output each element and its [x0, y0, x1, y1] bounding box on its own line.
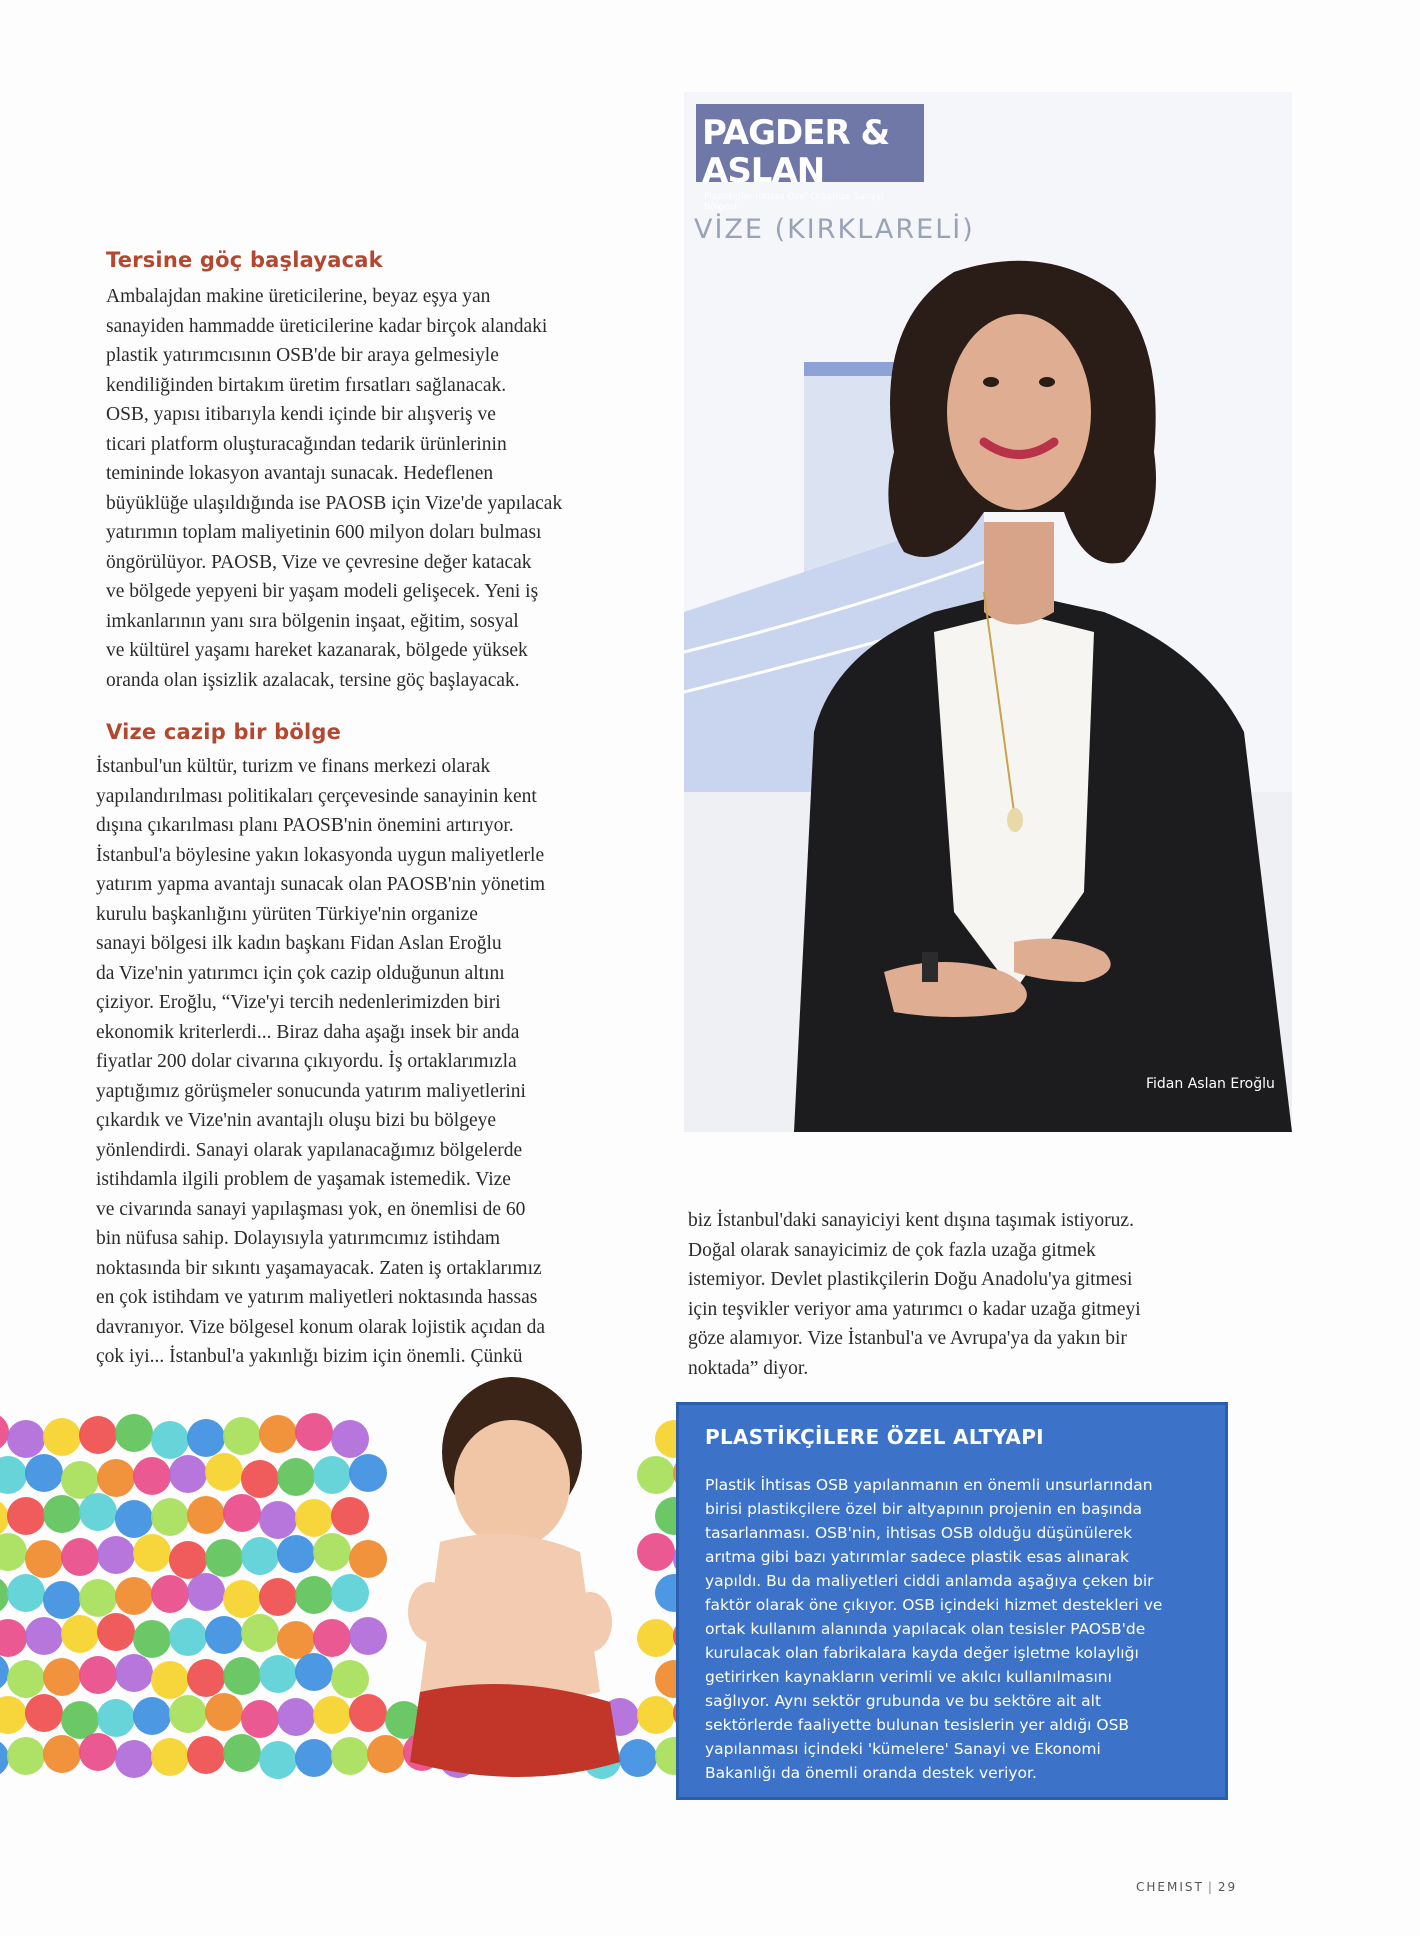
section-1-line: öngörülüyor. PAOSB, Vize ve çevresine değer katacak — [106, 551, 532, 573]
section-2-line: ekonomik kriterlerdi... Biraz daha aşağı insek bir anda — [96, 1021, 520, 1043]
sidebar-line: sektörlerde faaliyette bulunan tesislerin yer aldığı OSB — [705, 1716, 1130, 1734]
sidebar-line: Plastik İhtisas OSB yapılanmanın en önemli unsurlarından — [705, 1476, 1153, 1494]
section-2-line: yatırım yapma avantajı sunacak olan PAOSB'nin yönetim — [96, 874, 546, 895]
sidebar-line: Bakanlığı da önemli oranda destek veriyor. — [705, 1764, 1037, 1782]
sidebar-line: yapıldı. Bu da maliyetleri ciddi anlamda aşağıya çeken bir — [705, 1572, 1154, 1590]
sidebar-line: faktör olarak öne çıkıyor. OSB içindeki hizmet destekleri ve — [705, 1596, 1163, 1614]
section-heading-vize-cazip: Vize cazip bir bölge — [106, 720, 342, 744]
section-1-line: yatırımın toplam maliyetinin 600 milyon doları bulması — [106, 522, 542, 543]
section-1-line: ve bölgede yepyeni bir yaşam modeli gelişecek. Yeni iş — [106, 581, 539, 602]
page-footer — [1136, 1880, 1237, 1894]
section-1-line: sanayiden hammadde üreticilerine kadar birçok alandaki — [106, 315, 548, 337]
page-number: 29 — [1217, 1880, 1238, 1894]
footer-separator: | — [1207, 1880, 1214, 1894]
section-1-line: plastik yatırımcısının OSB'de bir araya gelmesiyle — [106, 345, 499, 366]
portrait-photo — [684, 92, 1292, 1132]
section-2-line: İstanbul'un kültür, turizm ve finans merkezi olarak — [96, 756, 491, 777]
section-2-line: istihdamla ilgili problem de yaşamak istemedik. Vize — [96, 1169, 511, 1190]
section-2-line: ve civarında sanayi yapılaşması yok, en önemlisi de 60 — [96, 1198, 526, 1220]
section-2-continued-line: için teşvikler veriyor ama yatırımcı o kadar uzağa gitmeyi — [688, 1298, 1141, 1320]
section-2-line: sanayi bölgesi ilk kadın başkanı Fidan Aslan Eroğlu — [96, 933, 502, 954]
section-1-line: imkanlarının yanı sıra bölgenin inşaat, eğitim, sosyal — [106, 610, 519, 632]
section-2-continued-line: Doğal olarak sanayicimiz de çok fazla uzağa gitmek — [688, 1239, 1096, 1261]
section-2-line: İstanbul'a böylesine yakın lokasyonda uygun maliyetlerle — [96, 844, 545, 866]
section-heading-tersine-goc: Tersine göç başlayacak — [106, 248, 383, 272]
photo-caption: Fidan Aslan Eroğlu — [1146, 1076, 1275, 1092]
section-2-line: davranıyor. Vize bölgesel konum olarak lojistik açıdan da — [96, 1316, 546, 1338]
baby-ball-pit-photo — [0, 1372, 690, 1812]
section-2-line: bin nüfusa sahip. Dolayısıyla yatırımcımız istihdam — [96, 1228, 501, 1249]
section-1-line: temininde lokasyon avantajı sunacak. Hedeflenen — [106, 463, 494, 484]
section-2-paragraph-continued — [688, 1206, 1248, 1383]
section-2-line: yaptığımız görüşmeler sonucunda yatırım maliyetlerini — [96, 1080, 526, 1102]
section-2-continued-line: istemiyor. Devlet plastikçilerin Doğu Anadolu'ya gitmesi — [688, 1269, 1133, 1290]
section-1-line: ve kültürel yaşamı hareket kazanarak, bölgede yüksek — [106, 640, 528, 661]
magazine-name: CHEMIST — [1136, 1880, 1204, 1894]
sidebar-line: tasarlanması. OSB'nin, ihtisas OSB olduğu düşünülerek — [705, 1524, 1133, 1542]
section-2-continued-line: göze alamıyor. Vize İstanbul'a ve Avrupa'ya da yakın bir — [688, 1328, 1127, 1349]
section-2-line: yapılandırılması politikaları çerçevesinde sanayinin kent — [96, 785, 537, 807]
section-1-line: büyüklüğe ulaşıldığında ise PAOSB için Vize'de yapılacak — [106, 492, 563, 514]
section-2-line: da Vize'nin yatırımcı için çok cazip olduğunun altını — [96, 962, 505, 984]
section-2-continued-line: biz İstanbul'daki sanayiciyi kent dışına taşımak istiyoruz. — [688, 1210, 1134, 1231]
section-1-line: OSB, yapısı itibarıyla kendi içinde bir alışveriş ve — [106, 404, 496, 425]
section-2-line: kurulu başkanlığını yürüten Türkiye'nin organize — [96, 903, 478, 925]
sidebar-line: arıtma gibi bazı yatırımlar sadece plastik esas alınarak — [705, 1548, 1129, 1566]
section-1-paragraph — [106, 282, 666, 695]
section-2-line: çiziyor. Eroğlu, “Vize'yi tercih nedenlerimizden biri — [96, 992, 501, 1013]
sidebar-line: ortak kullanım alanında yapılacak olan tesisler PAOSB'de — [705, 1620, 1146, 1638]
sidebar-line: sağlıyor. Aynı sektör grubunda ve bu sektöre ait alt — [705, 1692, 1102, 1710]
section-2-continued-line: noktada” diyor. — [688, 1357, 809, 1379]
sign-location-text: VİZE (KIRKLARELİ) — [694, 214, 975, 245]
section-2-line: yönlendirdi. Sanayi olarak yapılanacağımız bölgelerde — [96, 1139, 523, 1161]
section-1-line: Ambalajdan makine üreticilerine, beyaz eşya yan — [106, 286, 491, 307]
sidebar-box-altyapi — [676, 1402, 1228, 1800]
section-2-line: çıkardık ve Vize'nin avantajlı oluşu bizi bu bölgeye — [96, 1110, 496, 1131]
sidebar-line: kurulacak olan fabrikalara kayda değer işletme kolaylığı — [705, 1644, 1139, 1662]
section-1-line: ticari platform oluşturacağından tedarik ürünlerinin — [106, 433, 507, 455]
sidebar-line: getirirken kaynakların verimli ve akılcı kullanılmasını — [705, 1668, 1112, 1686]
portrait-illustration — [684, 92, 1292, 1132]
section-2-line: fiyatlar 200 dolar civarına çıkıyordu. İş ortaklarımızla — [96, 1051, 517, 1072]
section-2-line: en çok istihdam ve yatırım maliyetleri noktasında hassas — [96, 1287, 538, 1308]
sidebar-line: birisi plastikçilere özel bir altyapının projenin en başında — [705, 1500, 1143, 1518]
pagder-aslan-sign — [696, 104, 924, 212]
section-2-line: dışına çıkarılması planı PAOSB'nin önemini artırıyor. — [96, 815, 514, 836]
section-2-line: çok iyi... İstanbul'a yakınlığı bizim için önemli. Çünkü — [96, 1346, 523, 1367]
sidebar-body-text — [705, 1473, 1162, 1785]
sign-brand-text: PAGDER & ASLAN — [702, 113, 890, 191]
sidebar-title: PLASTİKÇİLERE ÖZEL ALTYAPI — [705, 1425, 1044, 1449]
sign-subtitle-text: Plastikçiler İhtisas Özel Organize Sanayi Bölgesi — [704, 192, 884, 212]
sidebar-line: yapılanması içindeki 'kümelere' Sanayi ve Ekonomi — [705, 1740, 1101, 1758]
section-1-line: kendiliğinden birtakım üretim fırsatları sağlanacak. — [106, 374, 507, 396]
section-2-paragraph — [96, 752, 676, 1372]
section-2-line: noktasında bir sıkıntı yaşamayacak. Zaten iş ortaklarımız — [96, 1257, 542, 1279]
section-1-line: oranda olan işsizlik azalacak, tersine göç başlayacak. — [106, 669, 520, 691]
